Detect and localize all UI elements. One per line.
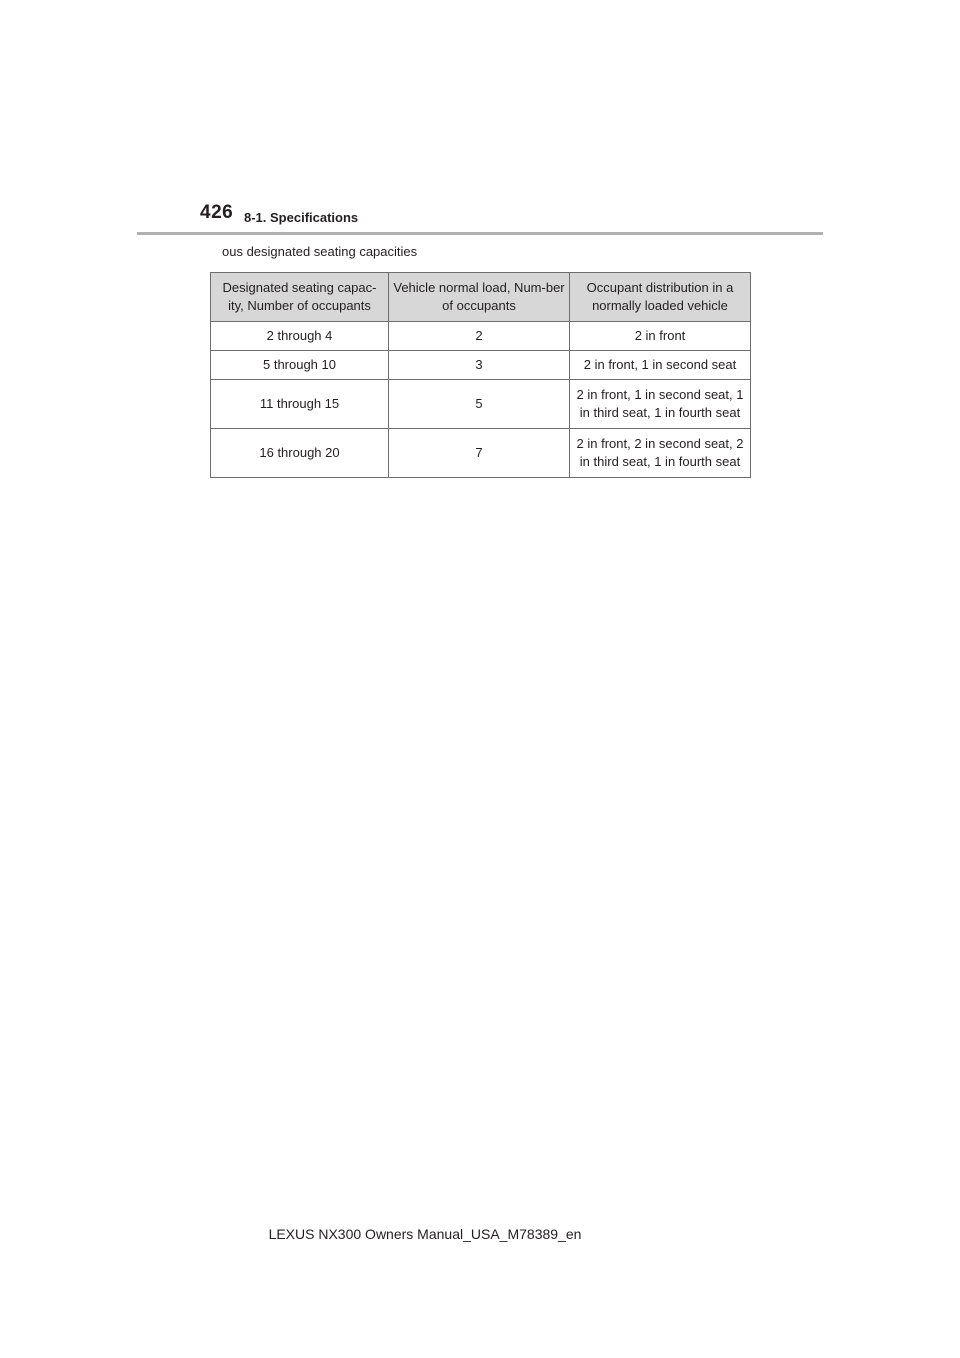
table-cell: 2 in front bbox=[570, 322, 751, 351]
table-cell: 5 through 10 bbox=[211, 351, 389, 380]
section-title: 8-1. Specifications bbox=[244, 210, 359, 225]
page-footer bbox=[0, 1226, 960, 1242]
footer-text: LEXUS NX300 Owners Manual_USA_M78389_en bbox=[268, 1226, 582, 1242]
table-cell: 7 bbox=[389, 429, 570, 478]
lead-text: ous designated seating capacities bbox=[222, 244, 418, 259]
table-row bbox=[211, 429, 751, 478]
table-cell: 11 through 15 bbox=[211, 380, 389, 429]
table-row bbox=[211, 380, 751, 429]
header-occupant-distribution: Occupant distribution in a normally loaded vehicle bbox=[570, 273, 751, 322]
header-designated-capacity: Designated seating capac-ity, Number of occupants bbox=[211, 273, 389, 322]
table-cell: 2 through 4 bbox=[211, 322, 389, 351]
header-normal-load: Vehicle normal load, Num-ber of occupants bbox=[389, 273, 570, 322]
header-divider bbox=[137, 232, 823, 235]
table-cell: 16 through 20 bbox=[211, 429, 389, 478]
table-row bbox=[211, 322, 751, 351]
table-cell: 2 in front, 2 in second seat, 2 in third seat, 1 in fourth seat bbox=[570, 429, 751, 478]
table-cell: 3 bbox=[389, 351, 570, 380]
table-cell: 2 in front, 1 in second seat bbox=[570, 351, 751, 380]
seating-capacity-table bbox=[210, 272, 751, 478]
page-header bbox=[0, 0, 960, 240]
table-cell: 2 in front, 1 in second seat, 1 in third seat, 1 in fourth seat bbox=[570, 380, 751, 429]
table-row bbox=[211, 351, 751, 380]
table-header-row bbox=[211, 273, 751, 322]
table-cell: 2 bbox=[389, 322, 570, 351]
page-number: 426 bbox=[200, 202, 234, 223]
table-cell: 5 bbox=[389, 380, 570, 429]
